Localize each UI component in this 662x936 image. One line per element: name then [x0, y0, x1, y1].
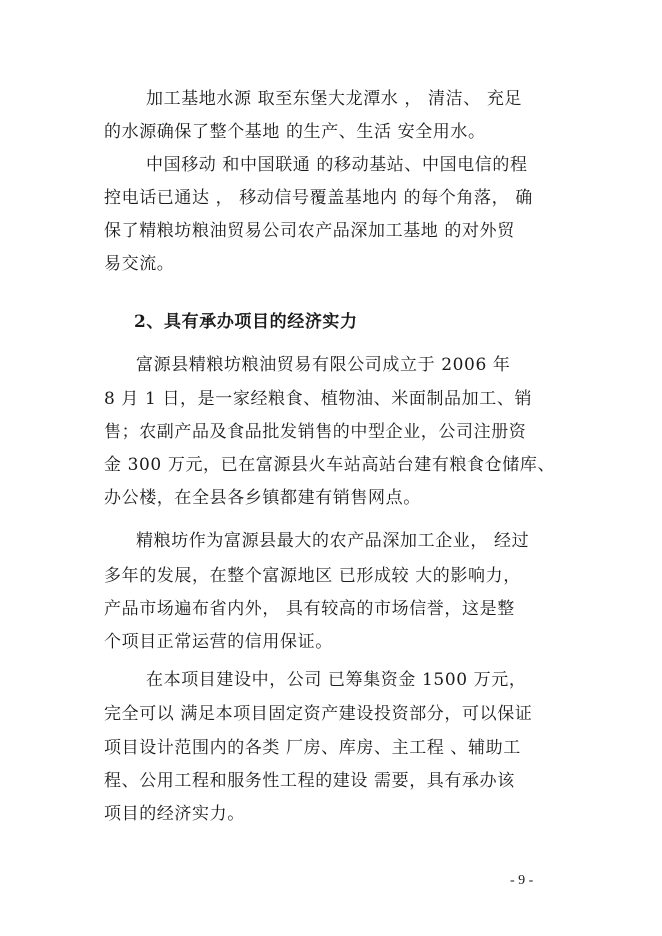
- paragraph-5-line-4: 程、公用工程和服务性工程的建设 需要，具有承办该: [104, 771, 515, 791]
- paragraph-2-line-2: 控电话已通达 ， 移动信号覆盖基地内 的每个角落， 确: [104, 188, 533, 208]
- paragraph-3-line-5: 办公楼，在全县各乡镇都建有销售网点。: [104, 488, 421, 508]
- paragraph-4-line-1: 精粮坊作为富源县最大的农产品深加工企业， 经过: [136, 531, 530, 551]
- paragraph-3-line-2: 8 月 1 日，是一家经粮食、植物油、米面制品加工、销: [104, 389, 533, 409]
- paragraph-3-line-1: 富源县精粮坊粮油贸易有限公司成立于 2006 年: [136, 355, 511, 375]
- paragraph-1-line-1: 加工基地水源 取至东堡大龙潭水 ， 清洁、 充足: [146, 89, 523, 109]
- paragraph-2-line-1: 中国移动 和中国联通 的移动基站、中国电信的程: [146, 155, 528, 175]
- paragraph-2-line-3: 保了精粮坊粮油贸易公司农产品深加工基地 的对外贸: [104, 221, 515, 241]
- paragraph-2-line-4: 易交流。: [104, 254, 175, 274]
- paragraph-5-line-3: 项目设计范围内的各类 厂房、库房、主工程 、辅助工: [104, 738, 521, 758]
- paragraph-3-line-4: 金 300 万元，已在富源县火车站高站台建有粮食仓储库、: [104, 455, 556, 475]
- paragraph-3-line-3: 售；农副产品及食品批发销售的中型企业，公司注册资: [104, 422, 527, 442]
- section-heading: 2、具有承办项目的经济实力: [134, 312, 358, 332]
- paragraph-1-line-2: 的水源确保了整个基地 的生产、生活 安全用水。: [104, 122, 486, 142]
- paragraph-5-line-5: 项目的经济实力。: [104, 804, 245, 824]
- page-number: - 9 -: [510, 873, 534, 888]
- paragraph-5-line-2: 完全可以 满足本项目固定资产建设投资部分，可以保证: [104, 704, 533, 724]
- paragraph-5-line-1: 在本项目建设中，公司 已筹集资金 1500 万元，: [146, 670, 527, 690]
- paragraph-4-line-2: 多年的发展，在整个富源地区 已形成较 大的影响力，: [104, 566, 521, 586]
- paragraph-4-line-4: 个项目正常运营的信用保证。: [104, 632, 333, 652]
- paragraph-4-line-3: 产品市场遍布省内外， 具有较高的市场信誉，这是整: [104, 599, 515, 619]
